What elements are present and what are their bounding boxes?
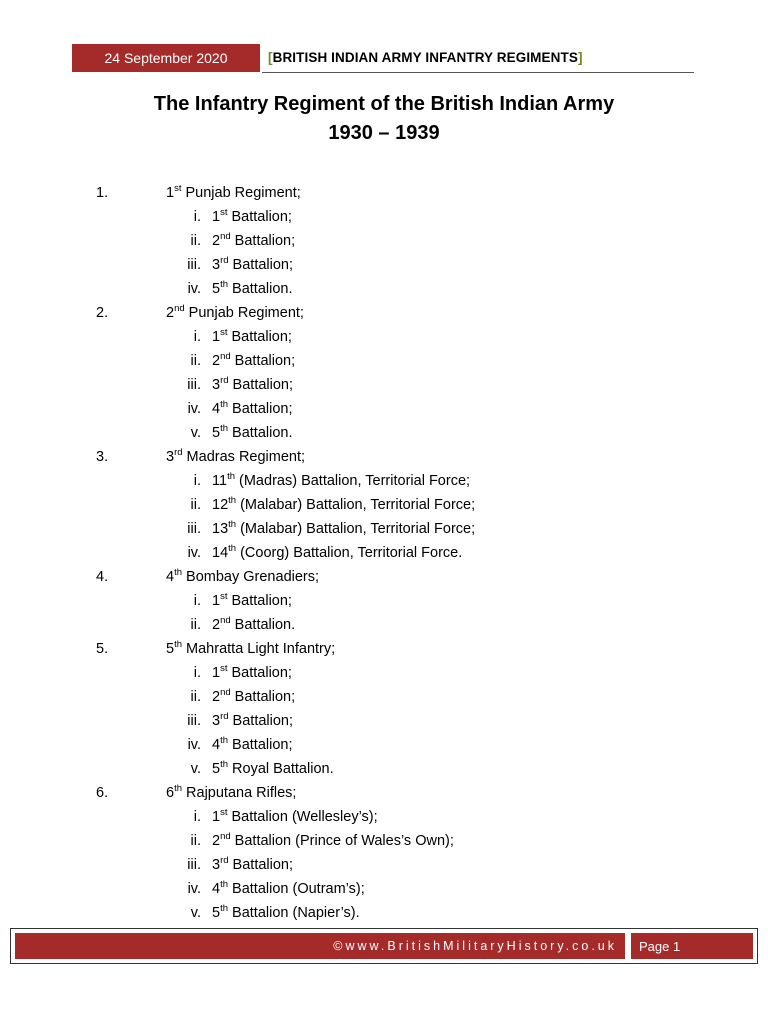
battalion-number: iii.: [187, 377, 201, 393]
battalion-name-text: Battalion (Outram’s);: [228, 881, 365, 897]
battalion-name-text: Royal Battalion.: [228, 761, 334, 777]
battalion-item: [0, 230, 768, 254]
regiment-ordinal-suffix: rd: [174, 447, 183, 458]
battalion-ordinal-suffix: nd: [220, 231, 231, 242]
battalion-ordinal-suffix: rd: [220, 255, 229, 266]
regiment-ordinal: 1: [166, 185, 175, 201]
battalion-ordinal-suffix: rd: [220, 855, 229, 866]
battalion-name-text: (Malabar) Battalion, Territorial Force;: [236, 497, 476, 513]
battalion-name-text: Battalion;: [227, 665, 292, 681]
battalion-item: [0, 830, 768, 854]
battalion-name-text: Battalion;: [228, 713, 294, 729]
battalion-item: [0, 758, 768, 782]
battalion-ordinal: 13: [212, 521, 229, 537]
battalion-number: iii.: [187, 521, 201, 537]
regiment-name-text: Bombay Grenadiers;: [182, 569, 320, 585]
battalion-item: [0, 902, 768, 926]
battalion-name: [212, 377, 293, 393]
regiment-name-text: Punjab Regiment;: [181, 185, 301, 201]
battalion-ordinal: 3: [212, 713, 221, 729]
regiment-number: 2.: [96, 305, 109, 321]
regiment-number: 1.: [96, 185, 109, 201]
header-bracket-open: [: [268, 50, 273, 65]
battalion-name: [212, 713, 293, 729]
regiment-ordinal: 6: [166, 785, 175, 801]
regiment-ordinal-suffix: th: [174, 783, 183, 794]
document-title-line2: 1930 – 1939: [328, 122, 440, 144]
header-title: [268, 50, 583, 65]
battalion-ordinal: 2: [212, 689, 221, 705]
regiment-item: [0, 446, 768, 470]
battalion-name-text: Battalion;: [228, 857, 294, 873]
battalion-name-text: (Coorg) Battalion, Territorial Force.: [236, 545, 463, 561]
regiment-name-text: Rajputana Rifles;: [182, 785, 297, 801]
battalion-name: [212, 257, 293, 273]
battalion-number: ii.: [190, 353, 201, 369]
battalion-item: [0, 854, 768, 878]
battalion-ordinal: 12: [212, 497, 229, 513]
regiment-number: 4.: [96, 569, 109, 585]
battalion-item: [0, 590, 768, 614]
battalion-item: [0, 710, 768, 734]
battalion-item: [0, 878, 768, 902]
document-title-line1: The Infantry Regiment of the British Indian Army: [153, 93, 615, 115]
regiment-list: [0, 182, 768, 926]
battalion-number: i.: [193, 209, 201, 225]
battalion-ordinal-suffix: nd: [220, 615, 231, 626]
battalion-number: v.: [190, 761, 201, 777]
battalion-name: [212, 521, 475, 537]
battalion-name-text: Battalion;: [230, 689, 296, 705]
battalion-item: [0, 278, 768, 302]
battalion-ordinal-suffix: st: [220, 663, 228, 674]
battalion-name: [212, 905, 360, 921]
battalion-number: iv.: [187, 281, 201, 297]
regiment-ordinal: 2: [166, 305, 175, 321]
regiment-ordinal-suffix: st: [174, 183, 182, 194]
battalion-item: [0, 542, 768, 566]
battalion-ordinal-suffix: th: [227, 471, 235, 482]
battalion-ordinal: 1: [212, 809, 221, 825]
battalion-name: [212, 689, 295, 705]
battalion-ordinal-suffix: st: [220, 807, 228, 818]
footer-page-number: Page 1: [631, 933, 753, 959]
battalion-number: v.: [190, 425, 201, 441]
battalion-number: iv.: [187, 545, 201, 561]
battalion-name-text: Battalion;: [228, 377, 294, 393]
battalion-number: iv.: [187, 881, 201, 897]
page-header: [72, 44, 694, 72]
battalion-name: [212, 857, 293, 873]
battalion-number: i.: [193, 593, 201, 609]
battalion-number: i.: [193, 473, 201, 489]
battalion-ordinal-suffix: th: [220, 879, 229, 890]
battalion-ordinal-suffix: nd: [220, 351, 231, 362]
battalion-item: [0, 662, 768, 686]
regiment-name: [166, 185, 301, 201]
battalion-item: [0, 326, 768, 350]
battalion-ordinal: 14: [212, 545, 229, 561]
battalion-ordinal-suffix: th: [228, 495, 237, 506]
battalion-name-text: Battalion;: [227, 593, 292, 609]
battalion-item: [0, 350, 768, 374]
battalion-ordinal-suffix: st: [220, 591, 228, 602]
battalion-name: [212, 353, 295, 369]
regiment-item: [0, 782, 768, 806]
regiment-name: [166, 305, 304, 321]
regiment-ordinal-suffix: nd: [174, 303, 185, 314]
regiment-name: [166, 569, 319, 585]
battalion-name-text: Battalion;: [227, 329, 292, 345]
footer-website: ©www.BritishMilitaryHistory.co.uk: [15, 933, 625, 959]
battalion-name-text: Battalion (Napier’s).: [228, 905, 360, 921]
battalion-name-text: Battalion (Prince of Wales’s Own);: [230, 833, 454, 849]
battalion-name: [212, 209, 292, 225]
battalion-ordinal: 4: [212, 881, 221, 897]
battalion-item: [0, 734, 768, 758]
battalion-ordinal: 1: [212, 209, 221, 225]
battalion-ordinal: 2: [212, 833, 221, 849]
battalion-ordinal-suffix: rd: [220, 711, 229, 722]
battalion-ordinal-suffix: rd: [220, 375, 229, 386]
header-bracket-close: ]: [577, 50, 583, 65]
battalion-ordinal-suffix: th: [220, 735, 229, 746]
battalion-ordinal-suffix: st: [220, 327, 228, 338]
battalion-name: [212, 665, 292, 681]
header-title-text: BRITISH INDIAN ARMY INFANTRY REGIMENTS: [272, 50, 578, 65]
regiment-ordinal: 4: [166, 569, 175, 585]
regiment-ordinal-suffix: th: [174, 639, 183, 650]
battalion-ordinal: 2: [212, 617, 221, 633]
battalion-name: [212, 545, 462, 561]
battalion-ordinal: 5: [212, 761, 221, 777]
battalion-name: [212, 233, 295, 249]
battalion-number: i.: [193, 665, 201, 681]
battalion-number: iii.: [187, 257, 201, 273]
regiment-item: [0, 182, 768, 206]
battalion-ordinal-suffix: st: [220, 207, 228, 218]
battalion-item: [0, 806, 768, 830]
battalion-name: [212, 809, 378, 825]
battalion-name: [212, 473, 470, 489]
battalion-ordinal: 3: [212, 257, 221, 273]
regiment-item: [0, 566, 768, 590]
battalion-name-text: Battalion.: [230, 617, 296, 633]
battalion-ordinal-suffix: th: [228, 519, 237, 530]
battalion-name: [212, 617, 295, 633]
regiment-ordinal: 5: [166, 641, 175, 657]
regiment-ordinal: 3: [166, 449, 175, 465]
battalion-number: ii.: [190, 833, 201, 849]
regiment-ordinal-suffix: th: [174, 567, 183, 578]
battalion-number: iv.: [187, 401, 201, 417]
battalion-name: [212, 497, 475, 513]
battalion-ordinal: 11: [212, 473, 228, 489]
battalion-item: [0, 686, 768, 710]
document-title: [0, 90, 768, 148]
battalion-name-text: Battalion (Wellesley’s);: [227, 809, 378, 825]
battalion-name: [212, 761, 334, 777]
battalion-number: ii.: [190, 497, 201, 513]
battalion-number: ii.: [190, 233, 201, 249]
regiment-name: [166, 785, 296, 801]
battalion-ordinal: 5: [212, 905, 221, 921]
battalion-ordinal: 2: [212, 233, 221, 249]
regiment-number: 6.: [96, 785, 109, 801]
battalion-name: [212, 281, 293, 297]
battalion-ordinal-suffix: th: [220, 423, 229, 434]
battalion-item: [0, 494, 768, 518]
battalion-ordinal: 4: [212, 401, 221, 417]
battalion-item: [0, 254, 768, 278]
regiment-name-text: Madras Regiment;: [182, 449, 306, 465]
battalion-name: [212, 881, 365, 897]
battalion-ordinal: 5: [212, 425, 221, 441]
battalion-number: i.: [193, 329, 201, 345]
battalion-name: [212, 833, 454, 849]
battalion-item: [0, 614, 768, 638]
battalion-name: [212, 425, 293, 441]
regiment-name: [166, 641, 335, 657]
battalion-ordinal-suffix: th: [228, 543, 237, 554]
battalion-name-text: Battalion;: [228, 401, 293, 417]
battalion-ordinal-suffix: nd: [220, 831, 231, 842]
battalion-ordinal-suffix: th: [220, 759, 229, 770]
battalion-item: [0, 206, 768, 230]
battalion-number: v.: [190, 905, 201, 921]
battalion-ordinal: 1: [212, 329, 221, 345]
battalion-ordinal-suffix: th: [220, 279, 229, 290]
battalion-number: i.: [193, 809, 201, 825]
battalion-name-text: Battalion;: [228, 257, 294, 273]
battalion-number: ii.: [190, 689, 201, 705]
battalion-name: [212, 593, 292, 609]
battalion-number: iii.: [187, 857, 201, 873]
battalion-name-text: Battalion;: [227, 209, 292, 225]
battalion-item: [0, 518, 768, 542]
battalion-name-text: Battalion.: [228, 281, 293, 297]
battalion-name-text: Battalion;: [228, 737, 293, 753]
battalion-ordinal: 1: [212, 593, 221, 609]
battalion-ordinal-suffix: nd: [220, 687, 231, 698]
battalion-ordinal-suffix: th: [220, 399, 229, 410]
battalion-name-text: (Madras) Battalion, Territorial Force;: [235, 473, 471, 489]
battalion-ordinal: 3: [212, 377, 221, 393]
battalion-ordinal: 5: [212, 281, 221, 297]
page-footer: [10, 928, 758, 964]
regiment-name: [166, 449, 305, 465]
battalion-name: [212, 329, 292, 345]
battalion-ordinal: 2: [212, 353, 221, 369]
regiment-item: [0, 302, 768, 326]
battalion-name-text: Battalion;: [230, 233, 296, 249]
regiment-name-text: Mahratta Light Infantry;: [182, 641, 336, 657]
battalion-name-text: Battalion.: [228, 425, 293, 441]
battalion-number: ii.: [190, 617, 201, 633]
regiment-number: 3.: [96, 449, 109, 465]
battalion-ordinal: 1: [212, 665, 221, 681]
battalion-item: [0, 422, 768, 446]
battalion-name: [212, 737, 293, 753]
regiment-item: [0, 638, 768, 662]
battalion-ordinal: 4: [212, 737, 221, 753]
battalion-number: iv.: [187, 737, 201, 753]
battalion-name-text: Battalion;: [230, 353, 296, 369]
header-rule: [262, 72, 694, 73]
battalion-ordinal: 3: [212, 857, 221, 873]
battalion-name: [212, 401, 293, 417]
battalion-item: [0, 374, 768, 398]
header-date: 24 September 2020: [72, 44, 260, 72]
battalion-item: [0, 398, 768, 422]
battalion-number: iii.: [187, 713, 201, 729]
battalion-ordinal-suffix: th: [220, 903, 229, 914]
regiment-number: 5.: [96, 641, 109, 657]
battalion-item: [0, 470, 768, 494]
regiment-name-text: Punjab Regiment;: [184, 305, 304, 321]
battalion-name-text: (Malabar) Battalion, Territorial Force;: [236, 521, 476, 537]
